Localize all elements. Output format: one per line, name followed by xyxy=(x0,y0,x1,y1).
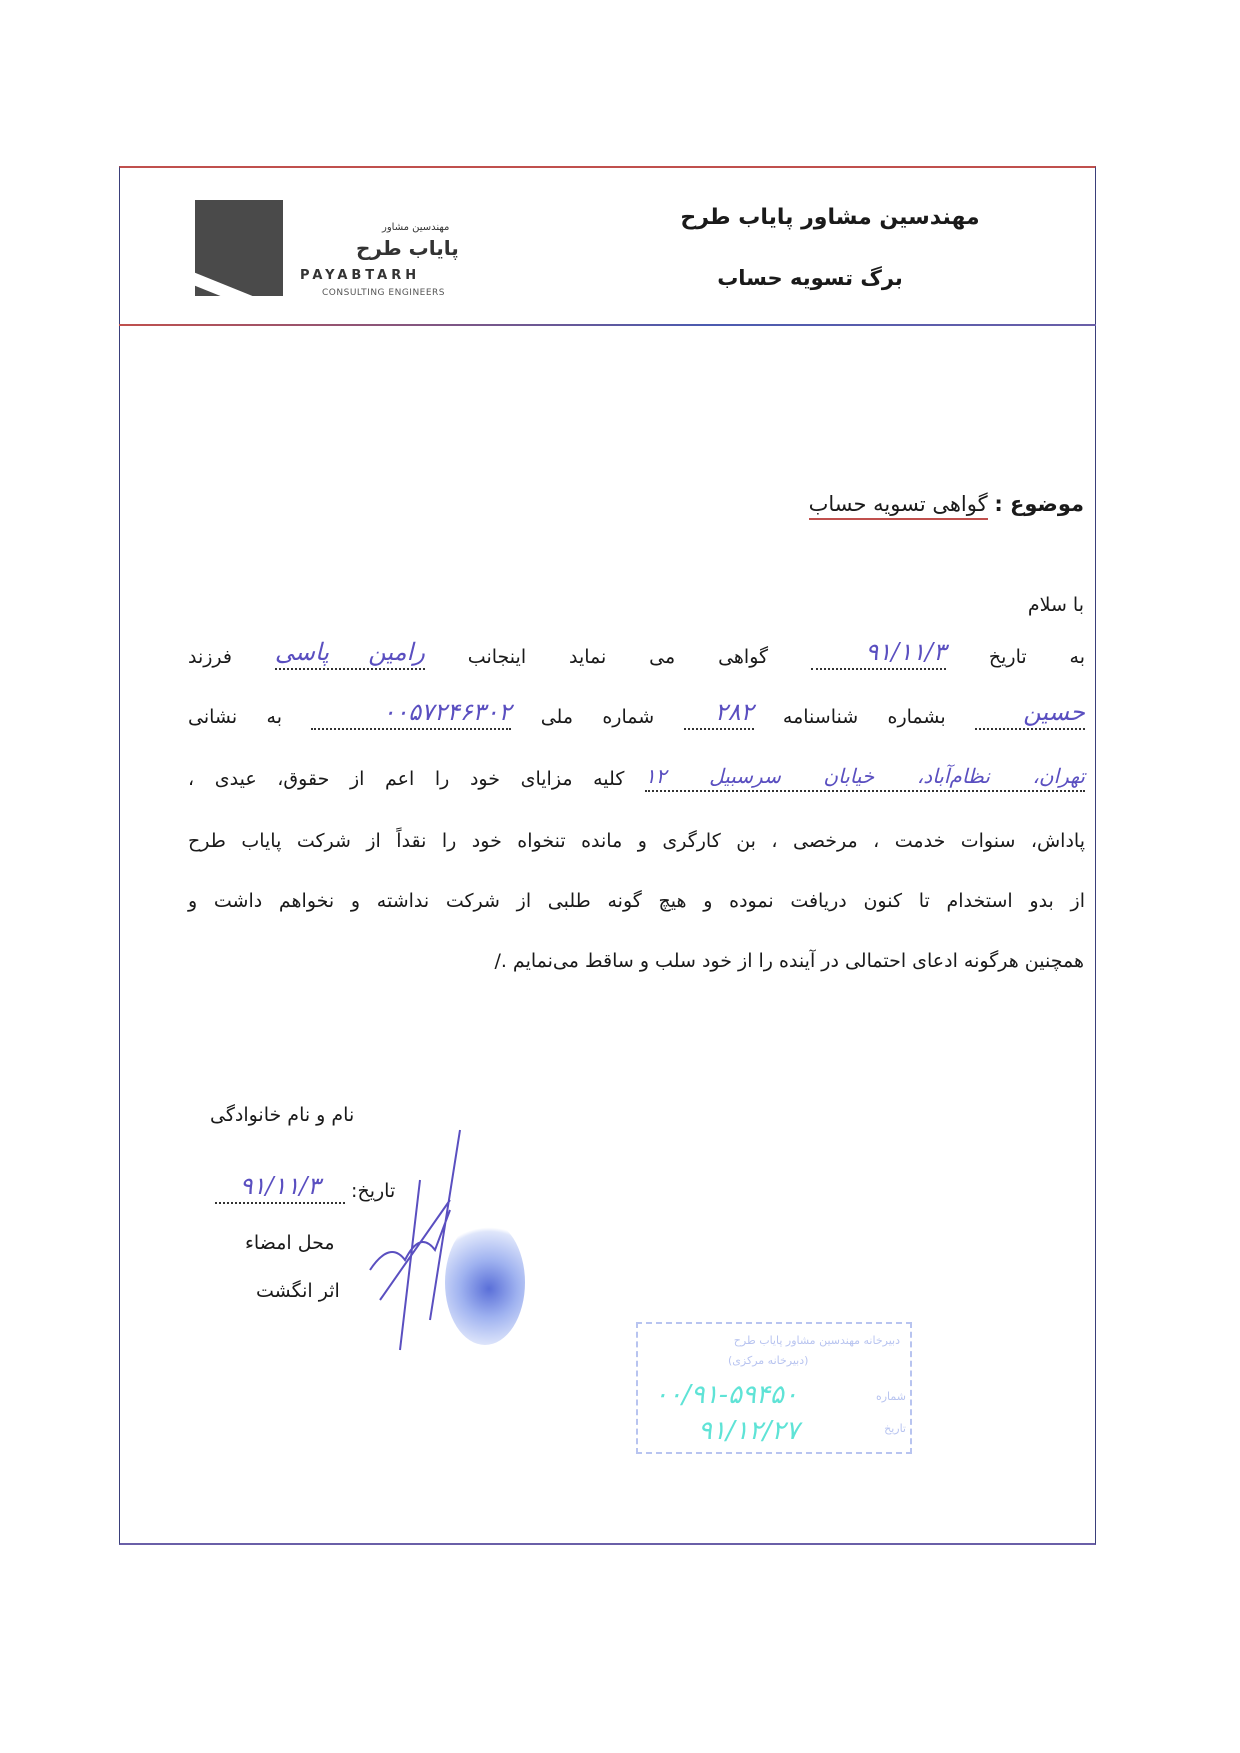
body-line-1 xyxy=(188,638,1086,670)
date-label: تاریخ: xyxy=(351,1180,396,1202)
stamp-date-handwritten: ۹۱/۱۲/۲۷ xyxy=(698,1416,800,1446)
registration-stamp xyxy=(636,1322,912,1454)
address-handwritten: تهران، نظام‌آباد، خیابان سرسبیل ۱۲ xyxy=(645,764,1085,788)
form-title: برگ تسویه حساب xyxy=(717,266,903,290)
name-field xyxy=(274,638,425,670)
address-field xyxy=(645,764,1085,792)
date-field xyxy=(811,638,946,670)
stamp-line2: (دبیرخانه مرکزی) xyxy=(728,1354,809,1367)
stamp-line1: دبیرخانه مهندسین مشاور پایاب طرح xyxy=(733,1334,900,1347)
subject-value: گواهی تسویه حساب xyxy=(809,492,988,520)
name-handwritten: رامین پاسی xyxy=(274,638,425,666)
national-id-field xyxy=(311,698,512,730)
body-line-3 xyxy=(188,764,1085,792)
signature-date-handwritten: ۹۱/۱۱/۳ xyxy=(239,1172,321,1200)
name-label: نام و نام خانوادگی xyxy=(210,1104,355,1126)
company-logo-icon xyxy=(195,200,283,296)
date-handwritten: ۹۱/۱۱/۳ xyxy=(865,638,946,666)
text: کلیه مزایای خود را اعم از حقوق، عیدی ، xyxy=(188,768,625,790)
national-id-handwritten: ۰۰۵۷۲۴۶۳۰۲ xyxy=(382,698,512,726)
stamp-date-label: تاریخ xyxy=(884,1422,906,1435)
body-line-5: از بدو استخدام تا کنون دریافت نموده و هیچ گونه طلبی از شرکت نداشته و نخواهم داشت و xyxy=(188,890,1085,912)
logo-fa-name: پایاب طرح xyxy=(356,236,459,260)
logo-fa-small: مهندسین مشاور xyxy=(382,222,450,233)
text: گواهی می نماید اینجانب xyxy=(467,646,769,668)
idno-handwritten: ۲۸۲ xyxy=(714,698,754,726)
header-divider xyxy=(119,324,1096,326)
logo-en-name: PAYABTARH xyxy=(300,268,421,283)
father-handwritten: حسین xyxy=(1023,698,1086,726)
subject-label: موضوع : xyxy=(994,492,1084,516)
text: به تاریخ xyxy=(988,646,1086,668)
text: بشماره شناسنامه xyxy=(782,706,946,728)
body-line-6: همچنین هرگونه ادعای احتمالی در آینده را از خود سلب و ساقط می‌نمایم ./ xyxy=(494,950,1084,972)
fingerprint-icon xyxy=(445,1220,525,1345)
father-field xyxy=(975,698,1086,730)
text: شماره ملی xyxy=(540,706,655,728)
company-title: مهندسین مشاور پایاب طرح xyxy=(680,205,980,230)
idno-field xyxy=(684,698,754,730)
signature-date-field xyxy=(215,1172,345,1204)
body-line-2 xyxy=(188,698,1086,730)
fingerprint-label: اثر انگشت xyxy=(256,1280,340,1302)
document-frame xyxy=(119,166,1096,1545)
logo-en-sub: CONSULTING ENGINEERS xyxy=(322,288,446,298)
body-line-4: پاداش، سنوات خدمت ، مرخصی ، بن کارگری و مانده تنخواه خود را نقداً از شرکت پایاب طرح xyxy=(188,830,1085,852)
stamp-number-handwritten: ۰۰/۹۱-۵۹۴۵۰ xyxy=(654,1380,798,1410)
subject-line xyxy=(809,492,1084,516)
text: فرزند xyxy=(188,646,233,668)
stamp-number-label: شماره xyxy=(875,1390,906,1403)
greeting: با سلام xyxy=(1027,594,1084,616)
text: به نشانی xyxy=(188,706,282,728)
sign-label: محل امضاء xyxy=(245,1232,335,1254)
